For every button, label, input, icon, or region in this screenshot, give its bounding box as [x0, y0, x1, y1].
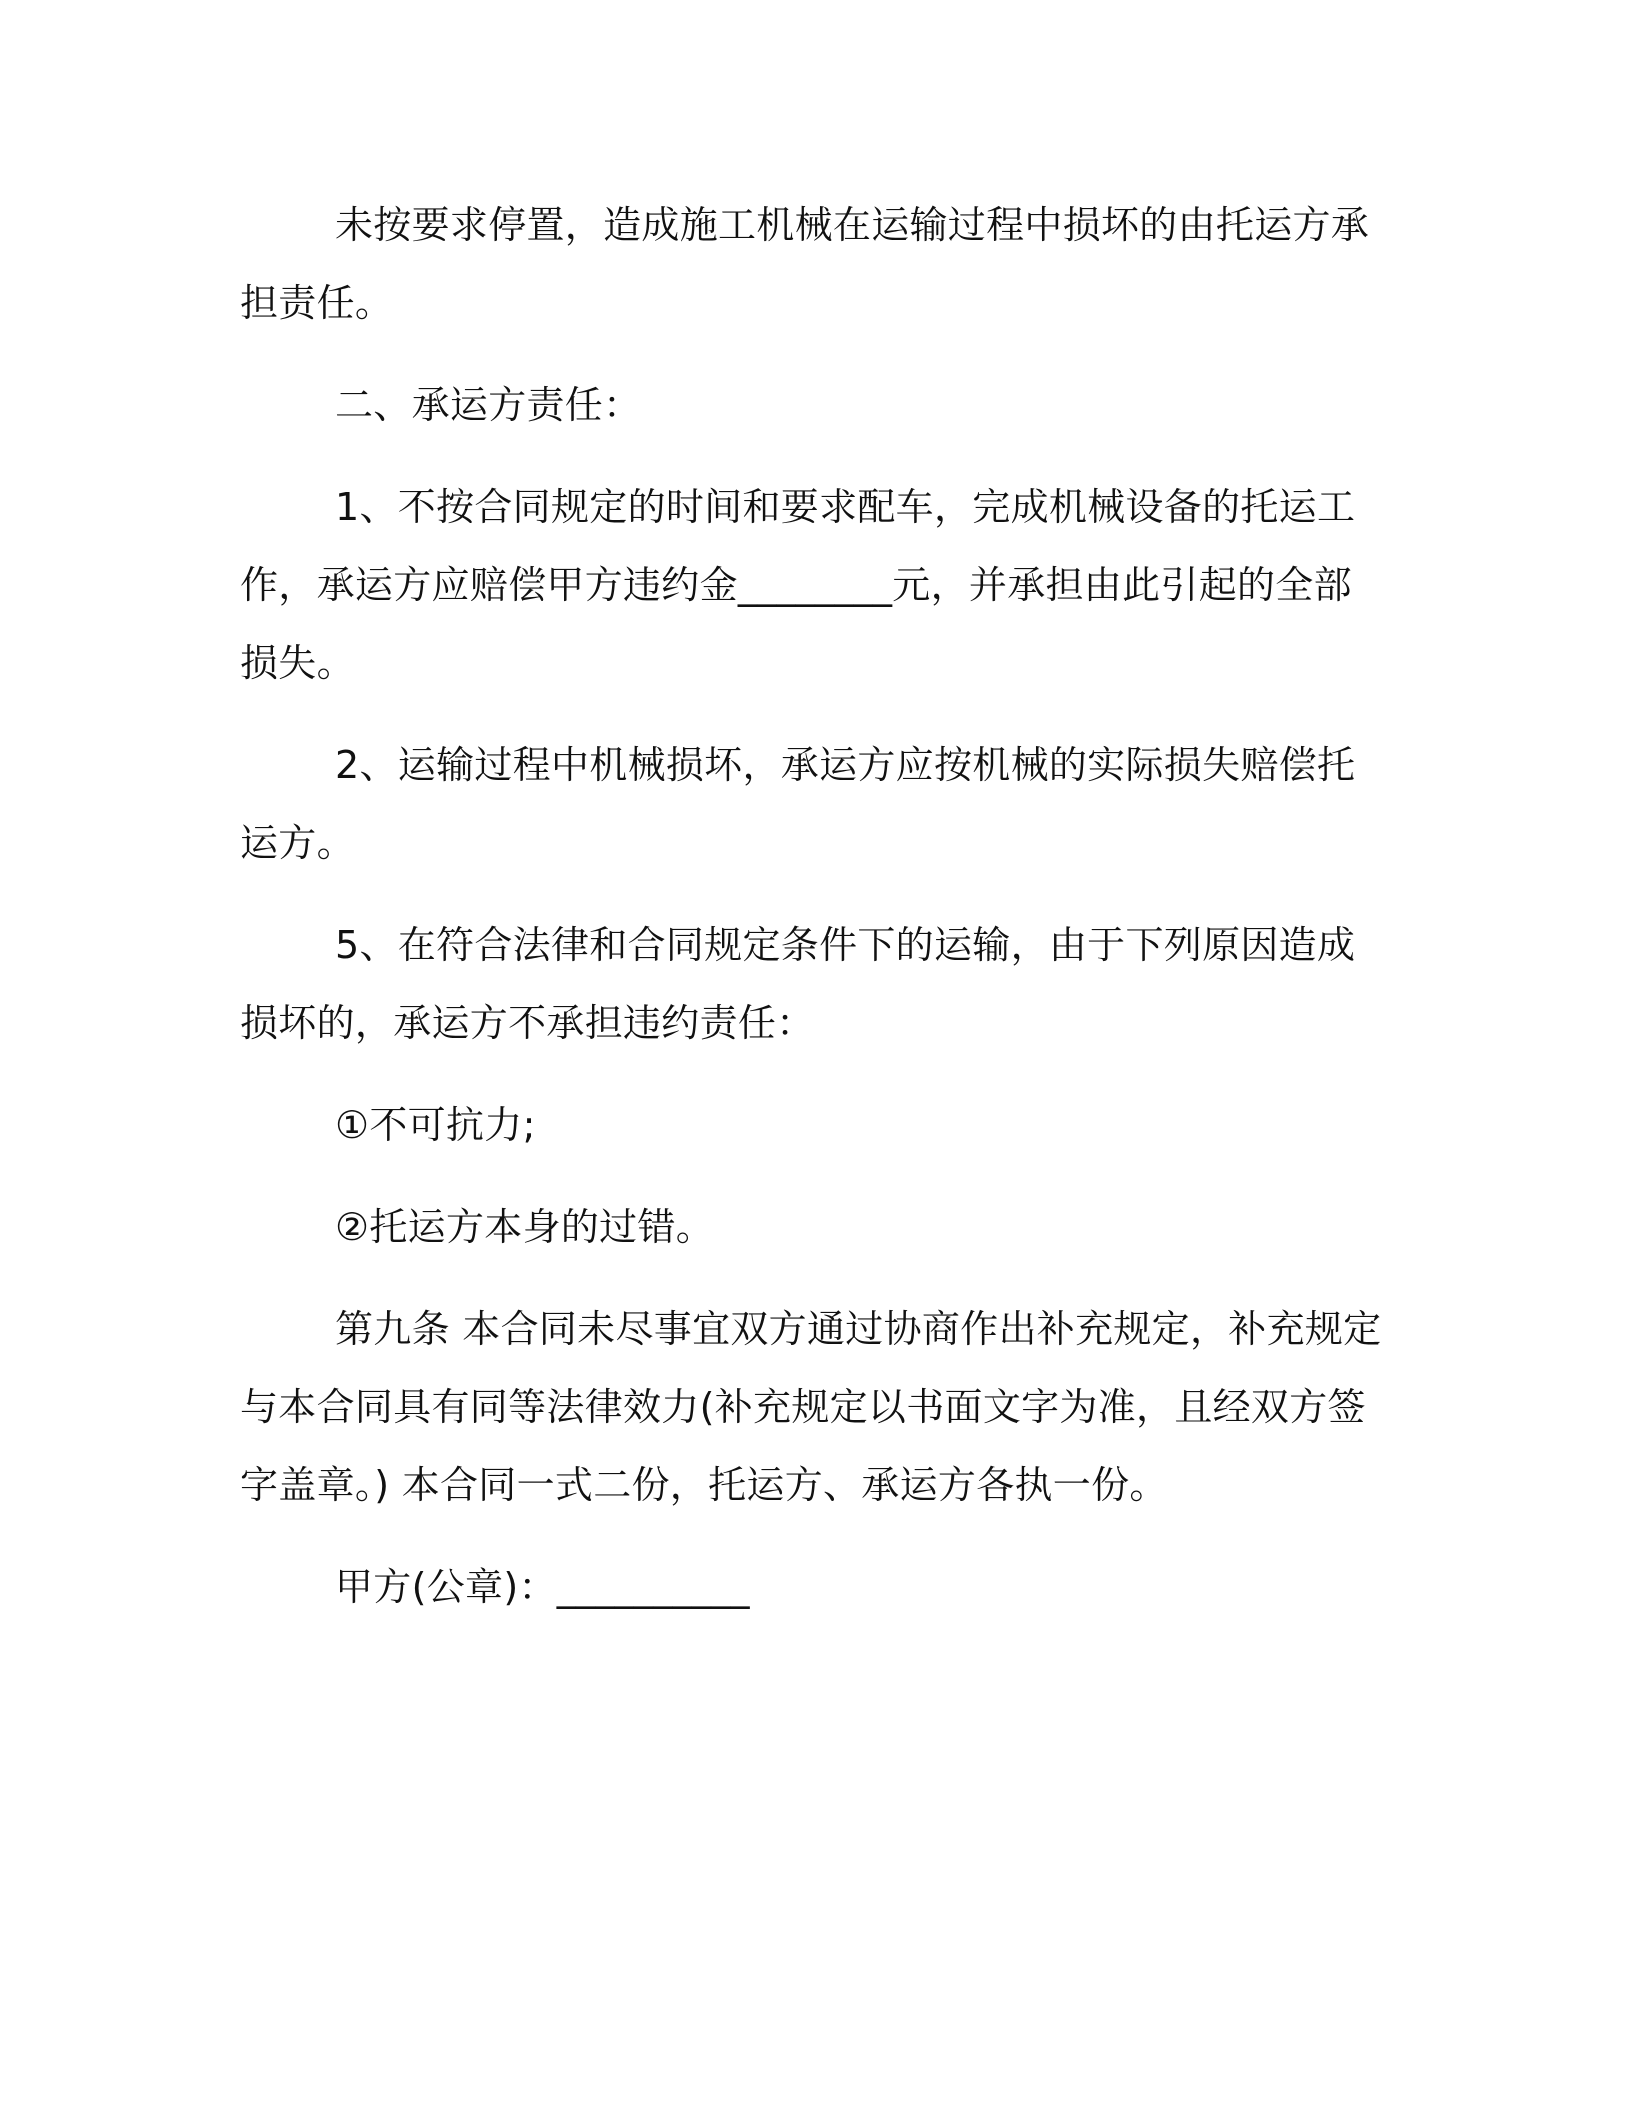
- party-a-seal-line: 甲方(公章)：__________: [335, 1565, 750, 1609]
- paragraph-shipper-liability-end: 未按要求停置，造成施工机械在运输过程中损坏的由托运方承担责任。: [240, 203, 1370, 325]
- clause-2-machinery-damage: 2、运输过程中机械损坏，承运方应按机械的实际损失赔偿托运方。: [240, 743, 1356, 865]
- clause-5-exemptions: 5、在符合法律和合同规定条件下的运输，由于下列原因造成损坏的，承运方不承担违约责任：: [240, 923, 1356, 1045]
- exemption-item-force-majeure: ①不可抗力;: [335, 1103, 536, 1147]
- document-body: [240, 186, 1384, 1626]
- exemption-item-shipper-fault: ②托运方本身的过错。: [335, 1205, 715, 1249]
- article-9-supplementary: 第九条 本合同未尽事宜双方通过协商作出补充规定，补充规定与本合同具有同等法律效力(补充规定以书面文字为准，且经双方签字盖章。) 本合同一式二份，托运方、承运方各执一份。: [240, 1307, 1382, 1507]
- section-heading-carrier-liability: 二、承运方责任：: [335, 383, 642, 427]
- clause-1-vehicle-allocation: 1、不按合同规定的时间和要求配车，完成机械设备的托运工作，承运方应赔偿甲方违约金________元，并承担由此引起的全部损失。: [240, 485, 1356, 685]
